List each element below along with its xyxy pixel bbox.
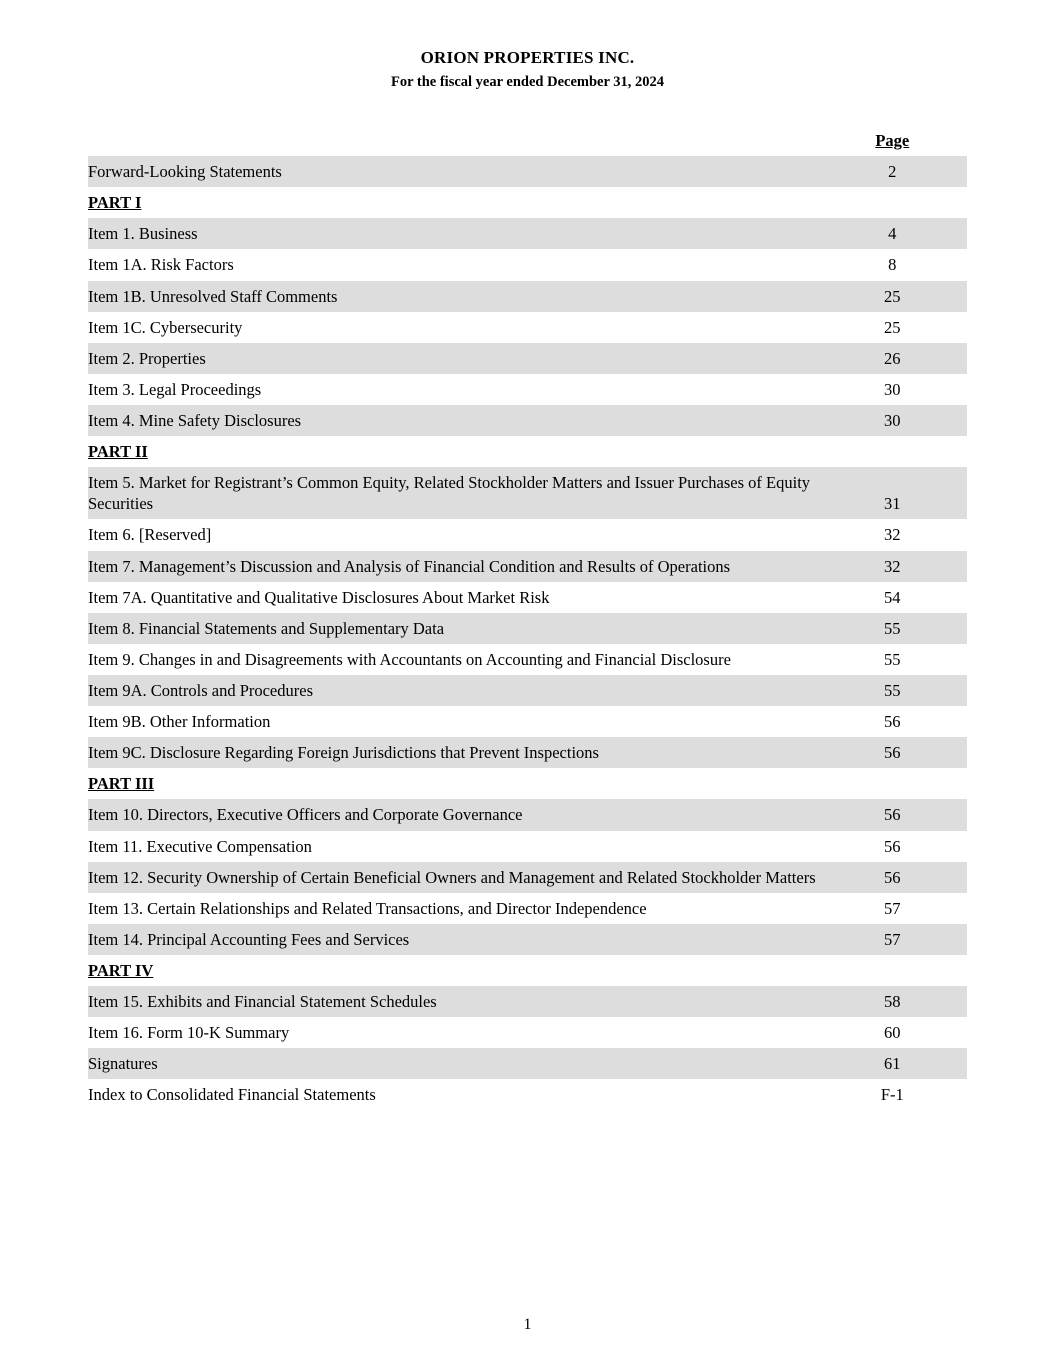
toc-entry-page: 32 [818,551,967,582]
table-row[interactable] [88,582,967,613]
table-row[interactable] [88,831,967,862]
toc-part-heading [88,436,818,467]
table-row[interactable] [88,706,967,737]
toc-entry-page: 55 [818,675,967,706]
toc-entry-page: 4 [818,218,967,249]
toc-part-heading [88,187,818,218]
toc-entry-label: Item 16. Form 10-K Summary [88,1017,818,1048]
toc-entry-page: 55 [818,644,967,675]
table-row[interactable] [88,799,967,830]
toc-entry-page [818,768,967,799]
toc-entry-page: 25 [818,281,967,312]
toc-entry-page: 61 [818,1048,967,1079]
footer-page-number: 1 [523,1316,532,1333]
toc-entry-page: 60 [818,1017,967,1048]
toc-header-row [88,125,967,156]
toc-entry-page: 56 [818,831,967,862]
toc-entry-label: Item 7A. Quantitative and Qualitative Disclosures About Market Risk [88,582,818,613]
table-row[interactable] [88,1048,967,1079]
table-row[interactable] [88,436,967,467]
page-subtitle: For the fiscal year ended December 31, 2024 [390,74,665,90]
toc-entry-page: 31 [818,467,967,519]
toc-entry-page: 25 [818,312,967,343]
toc-entry-page: 26 [818,343,967,374]
toc-entry-page: 30 [818,374,967,405]
table-row[interactable] [88,467,967,519]
toc-entry-page: 2 [818,156,967,187]
toc-entry-label: Item 1. Business [88,218,818,249]
toc-entry-label: Item 6. [Reserved] [88,519,818,550]
toc-entry-label: Item 4. Mine Safety Disclosures [88,405,818,436]
toc-entry-label: Signatures [88,1048,818,1079]
table-of-contents [88,125,967,1111]
toc-entry-page: 8 [818,249,967,280]
toc-header-spacer [88,125,818,156]
part-label: PART II [88,442,148,462]
table-row[interactable] [88,343,967,374]
toc-entry-page: F-1 [818,1079,967,1110]
toc-entry-label: Item 2. Properties [88,343,818,374]
table-row[interactable] [88,187,967,218]
toc-entry-page: 56 [818,862,967,893]
table-row[interactable] [88,156,967,187]
table-row[interactable] [88,1079,967,1110]
toc-entry-label: Item 1B. Unresolved Staff Comments [88,281,818,312]
toc-entry-label: Forward-Looking Statements [88,156,818,187]
toc-entry-page: 57 [818,924,967,955]
toc-body [88,125,967,1111]
page-title: ORION PROPERTIES INC. [420,48,635,67]
table-row[interactable] [88,1017,967,1048]
toc-entry-label: Item 1C. Cybersecurity [88,312,818,343]
table-row[interactable] [88,768,967,799]
toc-entry-page: 58 [818,986,967,1017]
part-label: PART I [88,193,142,213]
table-row[interactable] [88,312,967,343]
table-row[interactable] [88,644,967,675]
toc-entry-label: Item 8. Financial Statements and Supplementary Data [88,613,818,644]
toc-part-heading [88,955,818,986]
table-row[interactable] [88,374,967,405]
toc-entry-page: 56 [818,706,967,737]
table-row[interactable] [88,249,967,280]
toc-entry-label: Item 12. Security Ownership of Certain Beneficial Owners and Management and Related Stockholder Matters [88,862,818,893]
table-row[interactable] [88,613,967,644]
toc-entry-page: 30 [818,405,967,436]
toc-table [88,125,967,1111]
table-row[interactable] [88,893,967,924]
toc-entry-label: Item 15. Exhibits and Financial Statement Schedules [88,986,818,1017]
table-row[interactable] [88,405,967,436]
toc-entry-label: Item 3. Legal Proceedings [88,374,818,405]
toc-entry-label: Item 5. Market for Registrant’s Common Equity, Related Stockholder Matters and Issuer Purchases of Equity Securities [88,467,818,519]
toc-header-page: Page [875,131,910,150]
table-row[interactable] [88,519,967,550]
table-row[interactable] [88,675,967,706]
toc-entry-page: 32 [818,519,967,550]
part-label: PART IV [88,960,154,980]
toc-entry-label: Item 14. Principal Accounting Fees and Services [88,924,818,955]
toc-entry-page: 54 [818,582,967,613]
toc-entry-page: 55 [818,613,967,644]
table-row[interactable] [88,218,967,249]
toc-entry-label: Item 10. Directors, Executive Officers and Corporate Governance [88,799,818,830]
toc-entry-page [818,436,967,467]
toc-entry-label: Item 9A. Controls and Procedures [88,675,818,706]
toc-entry-page: 56 [818,799,967,830]
toc-entry-page [818,187,967,218]
toc-entry-label: Item 1A. Risk Factors [88,249,818,280]
toc-entry-page: 56 [818,737,967,768]
table-row[interactable] [88,862,967,893]
table-row[interactable] [88,924,967,955]
table-row[interactable] [88,551,967,582]
toc-entry-label: Item 7. Management’s Discussion and Analysis of Financial Condition and Results of Operations [88,551,818,582]
toc-entry-label: Item 11. Executive Compensation [88,831,818,862]
toc-entry-label: Item 9C. Disclosure Regarding Foreign Jurisdictions that Prevent Inspections [88,737,818,768]
part-label: PART III [88,774,155,794]
toc-entry-label: Item 9. Changes in and Disagreements with Accountants on Accounting and Financial Disclosure [88,644,818,675]
table-row[interactable] [88,281,967,312]
table-row[interactable] [88,986,967,1017]
toc-entry-label: Index to Consolidated Financial Statements [88,1079,818,1110]
table-row[interactable] [88,955,967,986]
toc-part-heading [88,768,818,799]
table-row[interactable] [88,737,967,768]
toc-entry-label: Item 13. Certain Relationships and Related Transactions, and Director Independence [88,893,818,924]
toc-entry-label: Item 9B. Other Information [88,706,818,737]
toc-entry-page [818,955,967,986]
toc-entry-page: 57 [818,893,967,924]
